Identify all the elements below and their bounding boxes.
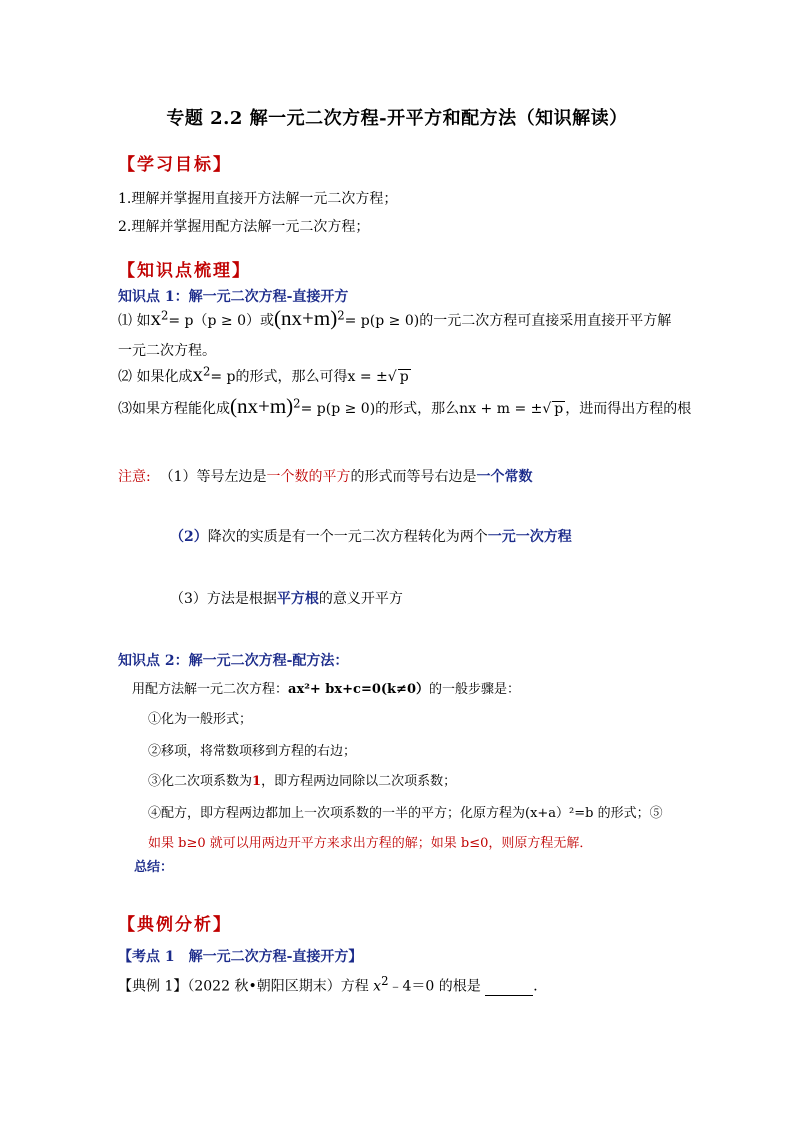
example-1: 【典例 1】（2022 秋•朝阳区期末）方程 $x^2﹣4=0$ 的根是 ． xyxy=(118,974,548,995)
note-1: 注意: （1）等号左边是一个数的平方的形式而等号右边是一个常数 xyxy=(118,469,533,485)
answer-blank[interactable] xyxy=(485,981,533,996)
section-examples: 【典例分析】 xyxy=(118,915,232,935)
kp2-step-2: ②移项，将常数项移到方程的右边； xyxy=(148,744,357,759)
kp2-step-3: ③化二次项系数为1，即方程两边同除以二次项系数； xyxy=(148,774,457,789)
kp1-line3: ⑶如果方程能化成$(nx+m)^2= p(p \ge 0)$的形式，那么nx + m = ±√ p ，进而得出方程的根 xyxy=(118,394,692,418)
kp1-heading: 知识点 1：解一元二次方程-直接开方 xyxy=(118,289,349,305)
note-2: （2）降次的实质是有一个一元二次方程转化为两个一元一次方程 xyxy=(170,529,572,545)
kp2-step-1: ①化为一般形式； xyxy=(148,712,253,727)
kp2-intro: 用配方法解一元二次方程：ax²+ bx+c=0(k≠0）的一般步骤是： xyxy=(132,682,521,697)
objective-2: 2.理解并掌握用配方法解一元二次方程； xyxy=(118,219,370,235)
kp2-step-5: 如果 b≥0 就可以用两边开平方来求出方程的解；如果 b≤0，则原方程无解． xyxy=(148,836,593,851)
objective-1: 1.理解并掌握用直接开方法解一元二次方程； xyxy=(118,191,398,207)
kp1-line1-cont: 一元二次方程。 xyxy=(118,343,216,359)
sqrt-symbol: √ xyxy=(387,369,397,385)
kp2-heading: 知识点 2：解一元二次方程-配方法： xyxy=(118,653,349,669)
section-objectives: 【学习目标】 xyxy=(118,155,232,175)
sqrt-symbol: √ xyxy=(542,401,552,417)
section-knowledge: 【知识点梳理】 xyxy=(118,261,251,281)
page-title: 专题 2.2 解一元二次方程-开平方和配方法（知识解读） xyxy=(166,108,628,129)
kp1-line2: ⑵ 如果化成$x^2= p$的形式，那么可得x = ±√ p xyxy=(118,362,409,386)
kp2-step-4: ④配方，即方程两边都加上一次项系数的一半的平方；化原方程为(x+a）²=b 的形式；⑤ xyxy=(148,806,663,821)
note-3: （3）方法是根据平方根的意义开平方 xyxy=(170,591,403,607)
kp2-summary: 总结： xyxy=(134,860,174,875)
example-point: 【考点 1 解一元二次方程-直接开方】 xyxy=(118,949,363,965)
kp1-line1: ⑴ 如$x^2= p(p \ge 0)$或$(nx+m)^2= p(p \ge 0)$的一元二次方程可直接采用直接开平方解 xyxy=(118,306,672,330)
